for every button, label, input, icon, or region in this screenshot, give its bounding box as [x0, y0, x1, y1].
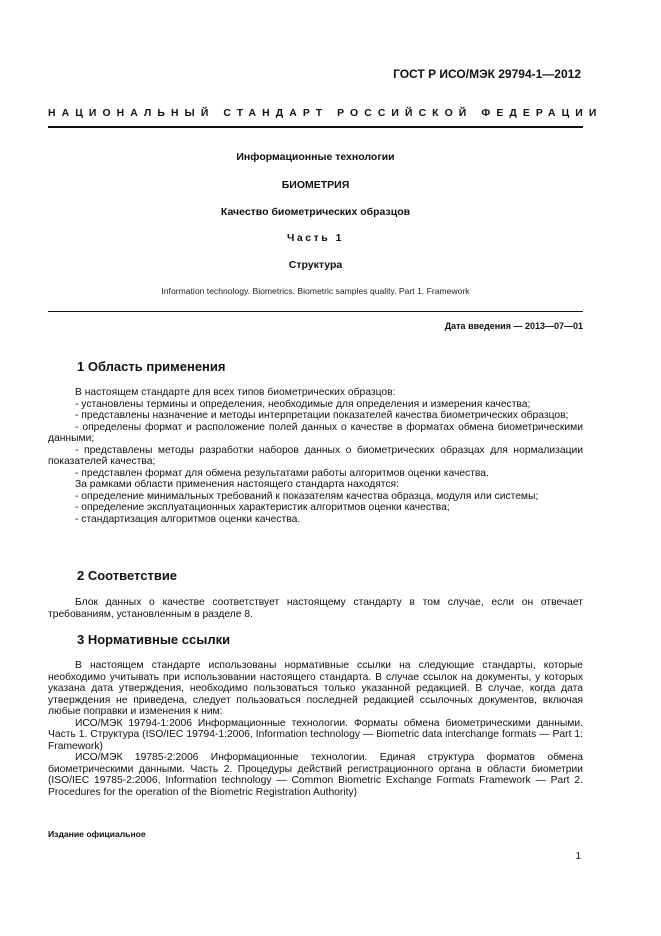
- introduction-date: Дата введения — 2013—07—01: [444, 321, 583, 331]
- section-2-body: [48, 597, 583, 620]
- title-line-3: Качество биометрических образцов: [220, 206, 411, 218]
- paragraph: В настоящем стандарте использованы нормативные ссылки на следующие стандарты, которые необходимо учитывать при использовании настоящего стандарта. В случае ссылок на документы, у которых указана дата утверждения, необходимо пользоваться только указанной редакцией. В случае, когда дата утверждения не приведена, следует пользоваться последней редакцией ссылочных документов, включая любые поправки и изменения к ним:: [48, 660, 583, 717]
- section-1-body: [48, 387, 583, 525]
- english-title: Information technology. Biometrics. Biometric samples quality. Part 1. Framework: [161, 286, 470, 296]
- paragraph: За рамками области применения настоящего стандарта находятся:: [75, 479, 399, 490]
- title-part: Часть 1: [287, 232, 344, 244]
- document-number: ГОСТ Р ИСО/МЭК 29794-1—2012: [393, 67, 581, 81]
- middle-rule: [48, 311, 583, 312]
- paragraph: - представлены методы разработки наборов данных о биометрических образцах для нормализации показателей качества;: [48, 444, 583, 467]
- national-standard-title: НАЦИОНАЛЬНЫЙ СТАНДАРТ РОССИЙСКОЙ ФЕДЕРАЦИИ: [48, 108, 603, 119]
- title-line-2: БИОМЕТРИЯ: [281, 179, 350, 191]
- paragraph: - определение минимальных требований к показателям качества образца, модуля или системы;: [75, 490, 539, 502]
- paragraph: В настоящем стандарте для всех типов биометрических образцов:: [75, 387, 396, 398]
- paragraph: - определены формат и расположение полей данных о качестве в форматах обмена биометрическими данными;: [48, 421, 583, 444]
- section-2-heading: 2 Соответствие: [77, 568, 178, 583]
- paragraph: ИСО/МЭК 19785-2:2006 Информационные технологии. Единая структура форматов обмена биометрическими данными. Часть 2. Процедуры действий регистрационного органа в области биометрии (ISO/IEC 19785-2:2006, Information technology — Common Biometric Exchange Formats Framework — Part 2. Procedures for the operation of the Biometric Registration Authority): [48, 752, 583, 798]
- paragraph: - стандартизация алгоритмов оценки качества.: [75, 513, 301, 525]
- title-subtitle: Структура: [288, 259, 343, 271]
- paragraph: - определение эксплуатационных характеристик алгоритмов оценки качества;: [75, 502, 450, 513]
- paragraph: ИСО/МЭК 19794-1:2006 Информационные технологии. Форматы обмена биометрическими данными. Часть 1. Структура (ISO/IEC 19794-1:2006, Information technology — Biometric data interchange formats — Part 1: Framework): [48, 717, 583, 752]
- section-3-heading: 3 Нормативные ссылки: [77, 632, 231, 647]
- title-line-1: Информационные технологии: [236, 151, 395, 163]
- paragraph: Блок данных о качестве соответствует настоящему стандарту в том случае, если он отвечает требованиям, установленным в разделе 8.: [48, 597, 583, 620]
- paragraph: - установлены термины и определения, необходимые для определения и измерения качества;: [75, 398, 531, 410]
- paragraph: - представлены назначение и методы интерпретации показателей качества биометрических образцов;: [75, 410, 569, 421]
- section-3-body: [48, 660, 583, 798]
- paragraph: - представлен формат для обмена результатами работы алгоритмов оценки качества.: [75, 467, 489, 479]
- top-rule: [48, 126, 583, 128]
- page-number: 1: [575, 851, 581, 862]
- official-edition-note: Издание официальное: [48, 829, 146, 839]
- section-1-heading: 1 Область применения: [77, 359, 226, 374]
